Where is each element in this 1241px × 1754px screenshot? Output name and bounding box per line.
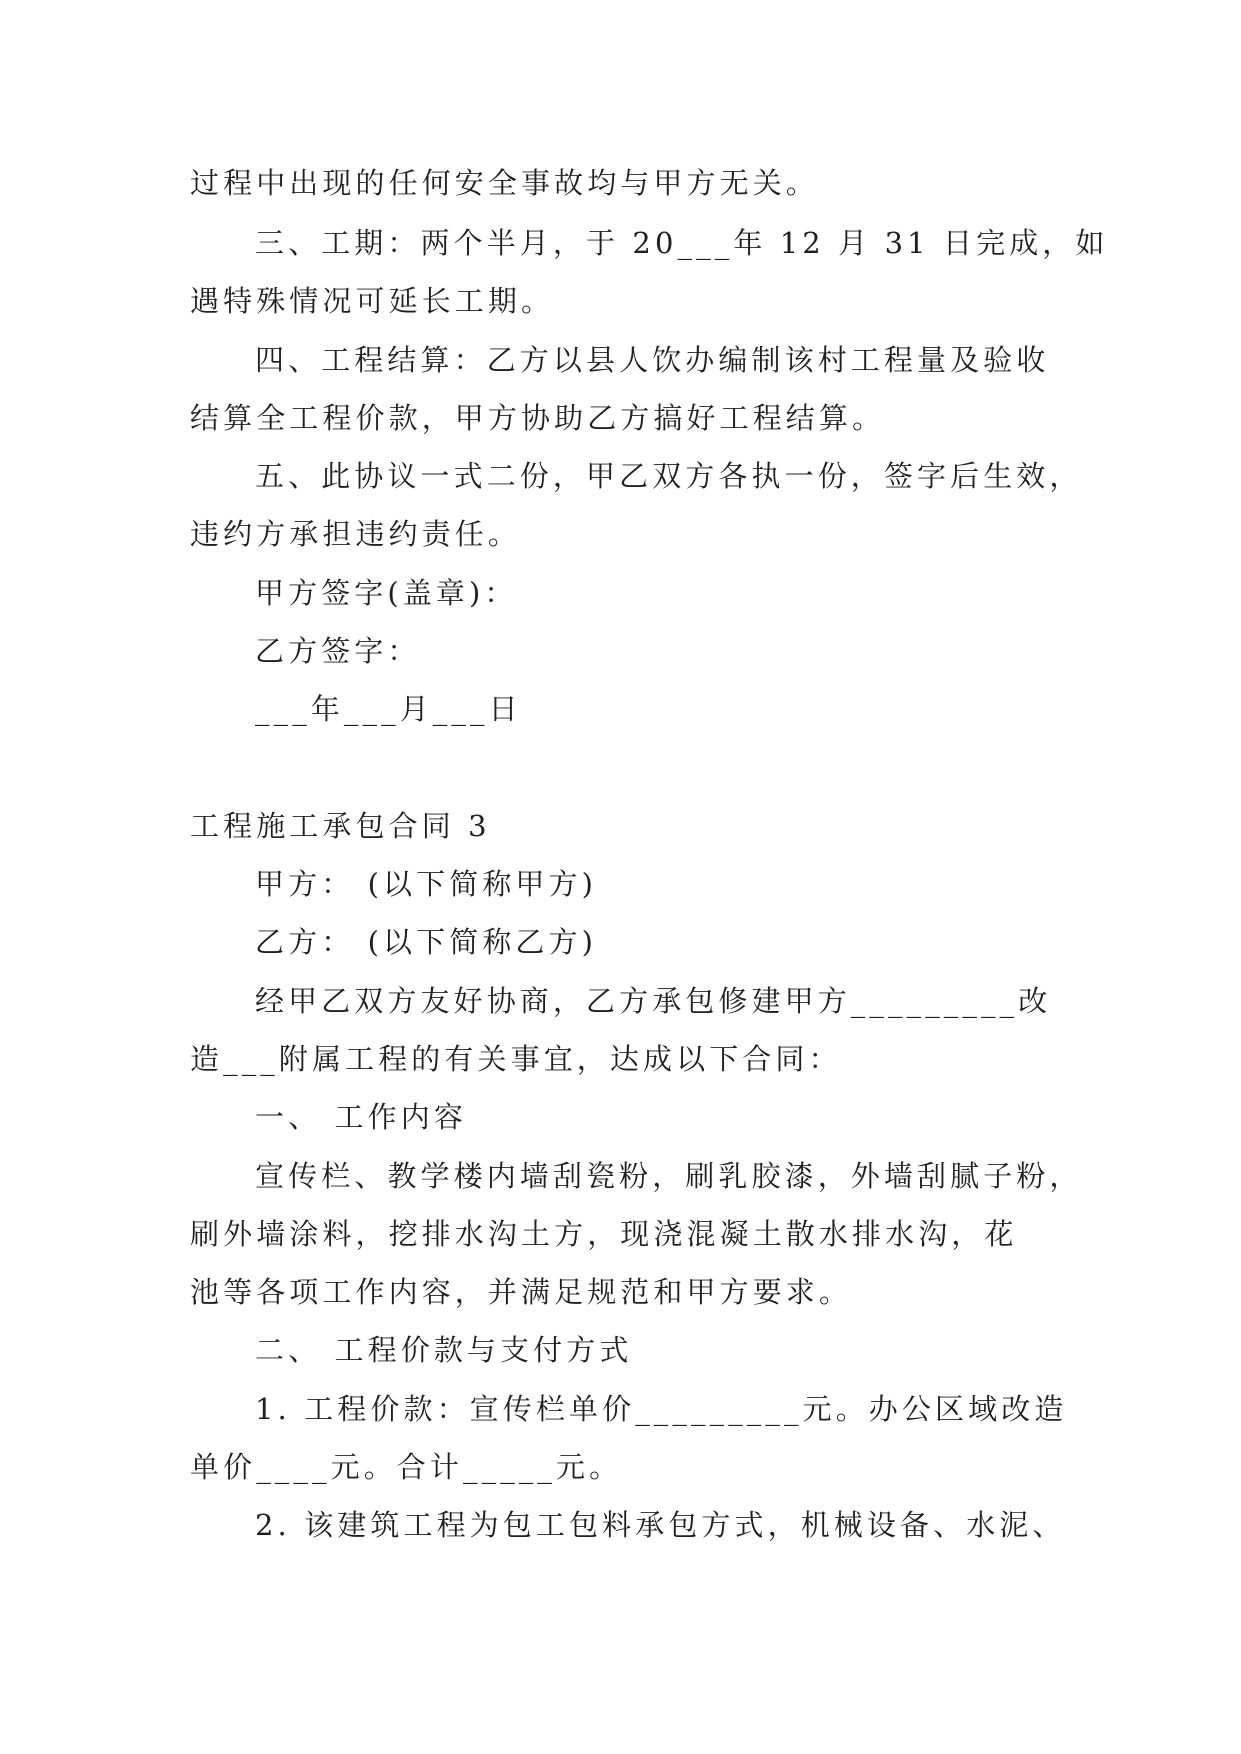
signature-line-party-a: 甲方签字(盖章)： bbox=[255, 576, 518, 610]
text-line: 违约方承担违约责任。 bbox=[190, 517, 522, 551]
text-line: 遇特殊情况可延长工期。 bbox=[190, 284, 555, 318]
party-a-line: 甲方： (以下简称甲方) bbox=[255, 867, 598, 901]
text-line: 经甲乙双方友好协商，乙方承包修建甲方_________改 bbox=[255, 984, 1052, 1018]
text-line: 四、工程结算：乙方以县人饮办编制该村工程量及验收 bbox=[255, 343, 1050, 377]
text-line: 1. 工程价款：宣传栏单价_________元。办公区域改造 bbox=[255, 1392, 1068, 1426]
text-line: 过程中出现的任何安全事故均与甲方无关。 bbox=[190, 166, 819, 200]
text-line: 五、此协议一式二份，甲乙双方各执一份，签字后生效， bbox=[255, 459, 1083, 493]
text-line: 2. 该建筑工程为包工包料承包方式，机械设备、水泥、 bbox=[255, 1508, 1066, 1542]
text-line: 三、工期：两个半月，于 20___年 12 月 31 日完成，如 bbox=[255, 226, 1109, 260]
section-heading: 二、 工程价款与支付方式 bbox=[255, 1333, 633, 1367]
text-line: 结算全工程价款，甲方协助乙方搞好工程结算。 bbox=[190, 401, 886, 435]
contract-title: 工程施工承包合同 3 bbox=[190, 809, 491, 843]
text-line: 池等各项工作内容，并满足规范和甲方要求。 bbox=[190, 1275, 853, 1309]
text-line: 刷外墙涂料，挖排水沟土方，现浇混凝土散水排水沟，花 bbox=[190, 1217, 1018, 1251]
section-heading: 一、 工作内容 bbox=[255, 1100, 467, 1134]
signature-line-party-b: 乙方签字： bbox=[255, 634, 421, 668]
text-line: 单价____元。合计_____元。 bbox=[190, 1450, 623, 1484]
text-line: 宣传栏、教学楼内墙刮瓷粉，刷乳胶漆，外墙刮腻子粉， bbox=[255, 1159, 1083, 1193]
text-line: 造___附属工程的有关事宜，达成以下合同： bbox=[190, 1042, 842, 1076]
date-line: ___年___月___日 bbox=[255, 692, 522, 726]
party-b-line: 乙方： (以下简称乙方) bbox=[255, 925, 598, 959]
